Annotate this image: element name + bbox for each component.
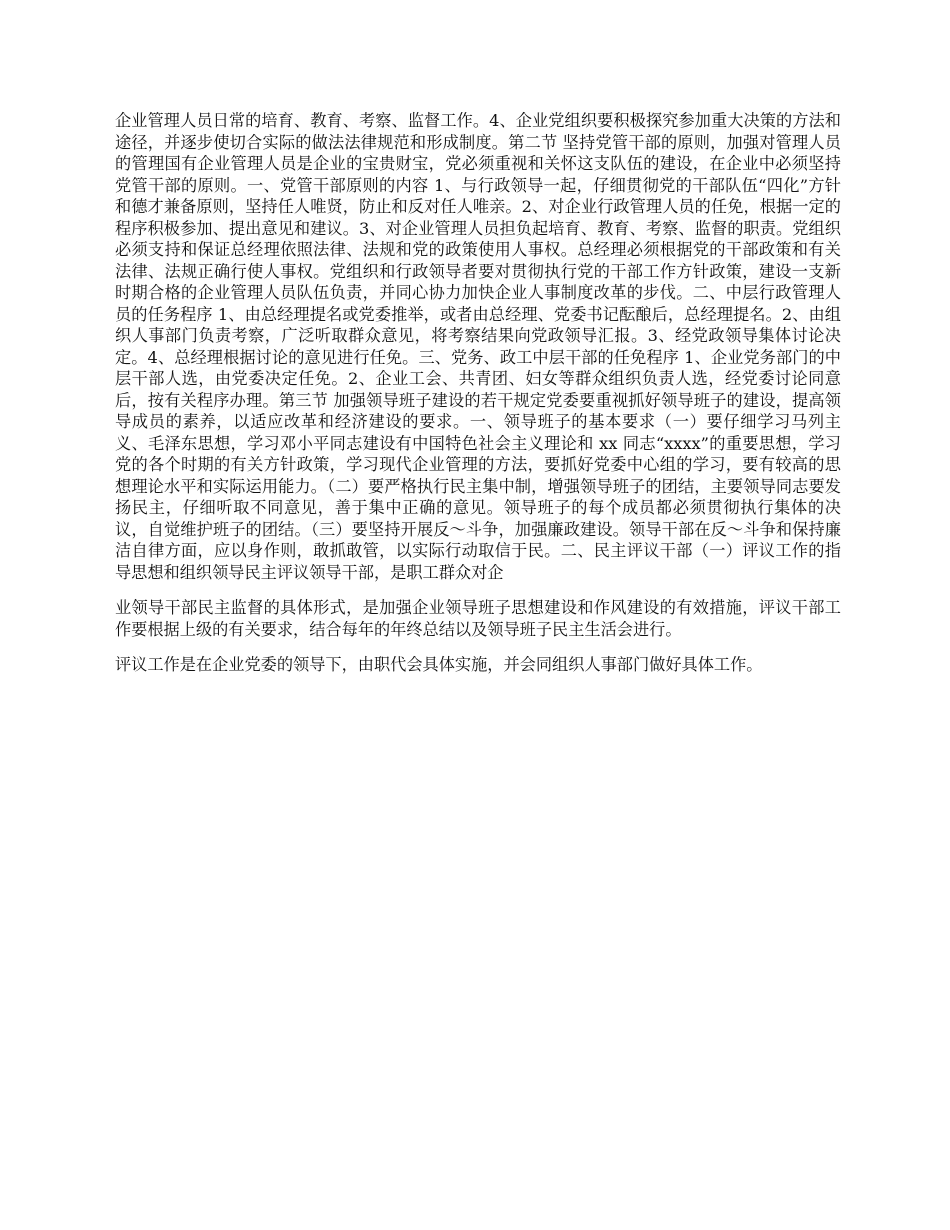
paragraph-2: 业领导干部民主监督的具体形式，是加强企业领导班子思想建设和作风建设的有效措施，评议干部工作要根据上级的有关要求，结合每年的年终总结以及领导班子民主生活会进行。 bbox=[115, 598, 841, 639]
paragraph-1: 企业管理人员日常的培育、教育、考察、监督工作。4、企业党组织要积极探究参加重大决策的方法和途径，并逐步使切合实际的做法法律规范和形成制度。第二节 坚持党管干部的原则，加强对管理人员的管理国有企业管理人员是企业的宝贵财宝，党必须重视和关怀这支队伍的建设，在企业中必须坚持党管干部的原则。一、党管干部原则的内容 1、与行政领导一起，仔细贯彻党的干部队伍“四化”方针和德才兼备原则，坚持任人唯贤，防止和反对任人唯亲。2、对企业行政管理人员的任免，根据一定的程序积极参加、提出意见和建议。3、对企业管理人员担负起培育、教育、考察、监督的职责。党组织必须支持和保证总经理依照法律、法规和党的政策使用人事权。总经理必须根据党的干部政策和有关法律、法规正确行使人事权。党组织和行政领导者要对贯彻执行党的干部工作方针政策，建设一支新时期合格的企业管理人员队伍负责，并同心协力加快企业人事制度改革的步伐。二、中层行政管理人员的任务程序 1、由总经理提名或党委推举，或者由总经理、党委书记酝酿后，总经理提名。2、由组织人事部门负责考察，广泛听取群众意见，将考察结果向党政领导汇报。3、经党政领导集体讨论决定。4、总经理根据讨论的意见进行任免。三、党务、政工中层干部的任免程序 1、企业党务部门的中层干部人选，由党委决定任免。2、企业工会、共青团、妇女等群众组织负责人选，经党委讨论同意后，按有关程序办理。第三节 加强领导班子建设的若干规定党委要重视抓好领导班子的建设，提高领导成员的素养，以适应改革和经济建设的要求。一、领导班子的基本要求（一）要仔细学习马列主义、毛泽东思想，学习邓小平同志建设有中国特色社会主义理论和 xx 同志“xxxx”的重要思想，学习党的各个时期的有关方针政策，学习现代企业管理的方法，要抓好党委中心组的学习，要有较高的思想理论水平和实际运用能力。（二）要严格执行民主集中制，增强领导班子的团结，主要领导同志要发扬民主，仔细听取不同意见，善于集中正确的意见。领导班子的每个成员都必须贯彻执行集体的决议，自觉维护班子的团结。（三）要坚持开展反～斗争，加强廉政建设。领导干部在反～斗争和保持廉洁自律方面，应以身作则，敢抓敢管，以实际行动取信于民。二、民主评议干部（一）评议工作的指导思想和组织领导民主评议领导干部，是职工群众对企 bbox=[115, 111, 841, 582]
paragraph-3: 评议工作是在企业党委的领导下，由职代会具体实施，并会同组织人事部门做好具体工作。 bbox=[115, 655, 763, 674]
document-body bbox=[115, 110, 841, 690]
